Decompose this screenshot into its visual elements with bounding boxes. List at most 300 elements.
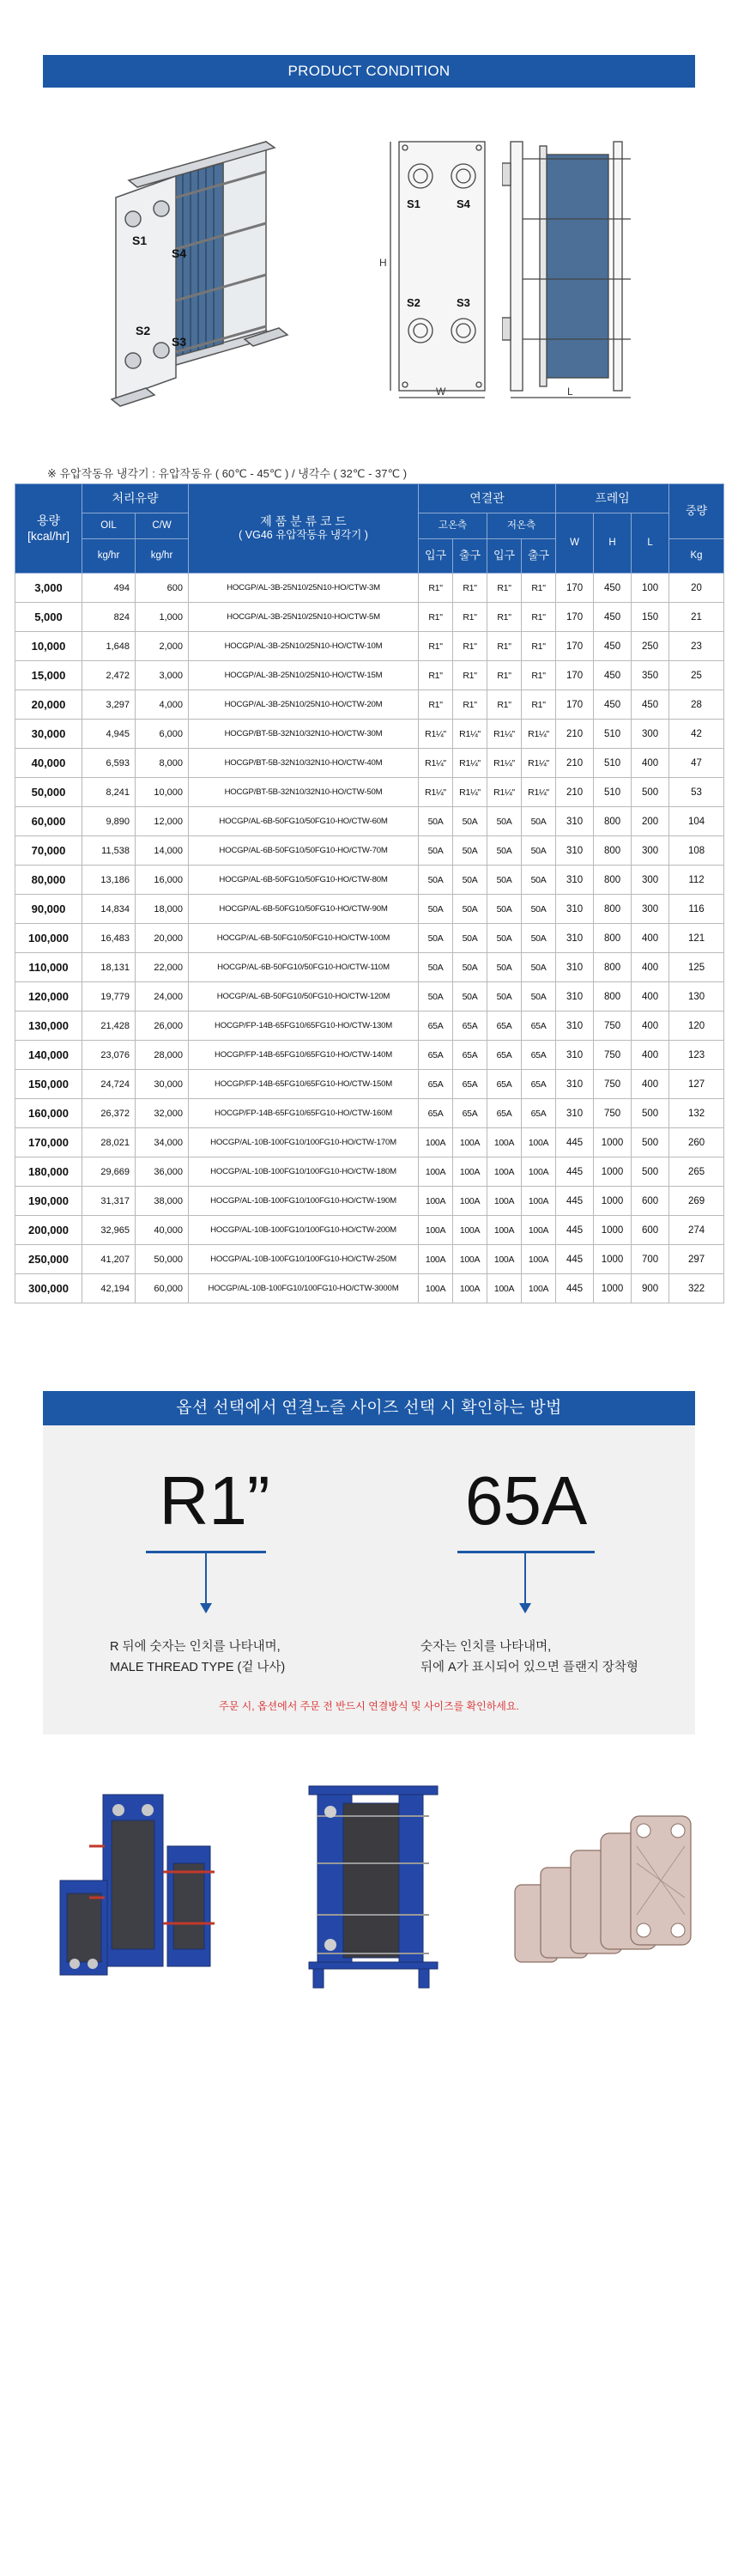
- low-outlet-cell: R1": [522, 603, 556, 632]
- frame-l-cell: 200: [632, 807, 669, 836]
- high-outlet-cell: 100A: [453, 1245, 487, 1274]
- high-inlet-cell: R1": [419, 632, 453, 661]
- capacity-cell: 180,000: [15, 1157, 82, 1187]
- low-side-header: 저온측: [487, 513, 556, 539]
- product-code-cell: HOCGP/AL-10B-100FG10/100FG10-HO/CTW-200M: [189, 1216, 419, 1245]
- high-inlet-cell: 50A: [419, 924, 453, 953]
- high-inlet-cell: 65A: [419, 1012, 453, 1041]
- frame-w-cell: 210: [556, 778, 594, 807]
- high-inlet-cell: 50A: [419, 895, 453, 924]
- low-outlet-cell: 50A: [522, 982, 556, 1012]
- capacity-cell: 70,000: [15, 836, 82, 866]
- frame-l-cell: 700: [632, 1245, 669, 1274]
- frame-l-cell: 500: [632, 1128, 669, 1157]
- port-label-s1: S1: [132, 234, 148, 247]
- spec-row: [15, 1128, 724, 1157]
- low-inlet-cell: 100A: [487, 1128, 522, 1157]
- oil-unit-header: kg/hr: [82, 539, 136, 574]
- high-outlet-cell: R1¼": [453, 720, 487, 749]
- low-outlet-cell: 65A: [522, 1070, 556, 1099]
- frame-w-cell: 445: [556, 1157, 594, 1187]
- capacity-label: 용량: [36, 513, 61, 527]
- high-outlet-cell: 50A: [453, 953, 487, 982]
- oil-flow-cell: 32,965: [82, 1216, 136, 1245]
- cw-unit-header: kg/hr: [136, 539, 189, 574]
- low-inlet-cell: 100A: [487, 1157, 522, 1187]
- frame-h-cell: 1000: [594, 1274, 632, 1303]
- low-outlet-cell: 100A: [522, 1216, 556, 1245]
- oil-flow-cell: 4,945: [82, 720, 136, 749]
- frame-l-cell: 400: [632, 749, 669, 778]
- frame-w-cell: 170: [556, 661, 594, 690]
- oil-flow-cell: 19,779: [82, 982, 136, 1012]
- frame-w-cell: 445: [556, 1128, 594, 1157]
- weight-cell: 322: [669, 1274, 724, 1303]
- weight-cell: 112: [669, 866, 724, 895]
- low-inlet-cell: 65A: [487, 1099, 522, 1128]
- high-outlet-cell: 100A: [453, 1187, 487, 1216]
- low-inlet-cell: 100A: [487, 1245, 522, 1274]
- frame-l-cell: 400: [632, 1041, 669, 1070]
- weight-cell: 120: [669, 1012, 724, 1041]
- frame-w-cell: 310: [556, 1012, 594, 1041]
- frame-l-cell: 300: [632, 836, 669, 866]
- frame-l-cell: 300: [632, 866, 669, 895]
- product-code-cell: HOCGP/AL-6B-50FG10/50FG10-HO/CTW-80M: [189, 866, 419, 895]
- capacity-cell: 190,000: [15, 1187, 82, 1216]
- oil-flow-cell: 24,724: [82, 1070, 136, 1099]
- weight-cell: 108: [669, 836, 724, 866]
- weight-cell: 53: [669, 778, 724, 807]
- frame-h-label: H: [608, 538, 616, 549]
- high-outlet-cell: 50A: [453, 982, 487, 1012]
- low-outlet-cell: 50A: [522, 836, 556, 866]
- port-label-s2: S2: [136, 324, 151, 337]
- spec-row: [15, 690, 724, 720]
- high-inlet-cell: 65A: [419, 1041, 453, 1070]
- oil-flow-cell: 18,131: [82, 953, 136, 982]
- spec-row: [15, 1245, 724, 1274]
- frame-w-cell: 170: [556, 632, 594, 661]
- oil-flow-cell: 494: [82, 574, 136, 603]
- oil-flow-cell: 8,241: [82, 778, 136, 807]
- cw-flow-cell: 22,000: [136, 953, 189, 982]
- exchanger-single-photo: [292, 1777, 446, 1992]
- frame-l-label: L: [647, 538, 653, 549]
- dimension-h-label: H: [379, 257, 387, 269]
- frame-w-cell: 170: [556, 574, 594, 603]
- product-code-cell: HOCGP/AL-3B-25N10/25N10-HO/CTW-20M: [189, 690, 419, 720]
- frame-w-cell: 310: [556, 866, 594, 895]
- high-inlet-cell: 100A: [419, 1187, 453, 1216]
- cw-flow-cell: 50,000: [136, 1245, 189, 1274]
- spec-row: [15, 1187, 724, 1216]
- low-outlet-cell: R1¼": [522, 778, 556, 807]
- high-outlet-cell: 100A: [453, 1274, 487, 1303]
- product-code-cell: HOCGP/AL-6B-50FG10/50FG10-HO/CTW-90M: [189, 895, 419, 924]
- frame-w-header: [556, 513, 594, 574]
- product-code-cell: HOCGP/AL-3B-25N10/25N10-HO/CTW-5M: [189, 603, 419, 632]
- cw-flow-cell: 3,000: [136, 661, 189, 690]
- high-inlet-cell: 65A: [419, 1099, 453, 1128]
- frame-h-cell: 750: [594, 1041, 632, 1070]
- weight-cell: 274: [669, 1216, 724, 1245]
- capacity-cell: 150,000: [15, 1070, 82, 1099]
- oil-flow-cell: 28,021: [82, 1128, 136, 1157]
- high-inlet-cell: 100A: [419, 1274, 453, 1303]
- high-outlet-cell: 50A: [453, 807, 487, 836]
- weight-cell: 104: [669, 807, 724, 836]
- product-code-header: [189, 484, 419, 574]
- product-code-cell: HOCGP/AL-3B-25N10/25N10-HO/CTW-15M: [189, 661, 419, 690]
- spec-row: [15, 603, 724, 632]
- product-code-cell: HOCGP/FP-14B-65FG10/65FG10-HO/CTW-140M: [189, 1041, 419, 1070]
- frame-w-cell: 310: [556, 895, 594, 924]
- high-outlet-cell: R1": [453, 574, 487, 603]
- low-outlet-cell: R1¼": [522, 749, 556, 778]
- frame-l-cell: 500: [632, 778, 669, 807]
- frame-l-cell: 350: [632, 661, 669, 690]
- order-warning: 주문 시, 옵션에서 주문 전 반드시 연결방식 및 사이즈를 확인하세요.: [219, 1700, 519, 1712]
- low-inlet-header: 입구: [487, 539, 522, 574]
- cw-flow-cell: 28,000: [136, 1041, 189, 1070]
- spec-row: [15, 632, 724, 661]
- weight-unit-header: Kg: [669, 539, 724, 574]
- heat-exchanger-front-diagram: [378, 137, 506, 404]
- frame-h-cell: 1000: [594, 1187, 632, 1216]
- low-outlet-cell: R1¼": [522, 720, 556, 749]
- low-outlet-cell: 50A: [522, 895, 556, 924]
- frame-w-cell: 445: [556, 1187, 594, 1216]
- low-inlet-cell: R1¼": [487, 749, 522, 778]
- spec-row: [15, 895, 724, 924]
- spec-row: [15, 1041, 724, 1070]
- cw-flow-cell: 18,000: [136, 895, 189, 924]
- cw-flow-cell: 24,000: [136, 982, 189, 1012]
- capacity-cell: 160,000: [15, 1099, 82, 1128]
- cw-flow-cell: 26,000: [136, 1012, 189, 1041]
- high-outlet-cell: 50A: [453, 836, 487, 866]
- heat-exchanger-side-diagram: [502, 137, 639, 404]
- product-code-cell: HOCGP/AL-10B-100FG10/100FG10-HO/CTW-250M: [189, 1245, 419, 1274]
- spec-row: [15, 574, 724, 603]
- high-inlet-cell: R1": [419, 574, 453, 603]
- high-inlet-cell: 50A: [419, 866, 453, 895]
- cw-flow-cell: 600: [136, 574, 189, 603]
- high-outlet-cell: 50A: [453, 924, 487, 953]
- frame-w-cell: 310: [556, 836, 594, 866]
- low-outlet-cell: 50A: [522, 866, 556, 895]
- cw-flow-cell: 40,000: [136, 1216, 189, 1245]
- high-inlet-cell: R1": [419, 661, 453, 690]
- spec-row: [15, 1216, 724, 1245]
- low-inlet-cell: 50A: [487, 924, 522, 953]
- oil-flow-cell: 29,669: [82, 1157, 136, 1187]
- product-code-cell: HOCGP/FP-14B-65FG10/65FG10-HO/CTW-150M: [189, 1070, 419, 1099]
- frame-w-cell: 310: [556, 953, 594, 982]
- high-inlet-cell: 50A: [419, 807, 453, 836]
- weight-cell: 21: [669, 603, 724, 632]
- high-outlet-cell: 65A: [453, 1070, 487, 1099]
- product-condition-title: PRODUCT CONDITION: [287, 63, 451, 79]
- high-outlet-cell: R1¼": [453, 749, 487, 778]
- low-outlet-cell: 100A: [522, 1274, 556, 1303]
- capacity-cell: 300,000: [15, 1274, 82, 1303]
- flow-header: 처리유량: [82, 484, 189, 513]
- low-inlet-cell: 100A: [487, 1274, 522, 1303]
- spec-row: [15, 1157, 724, 1187]
- frame-w-cell: 310: [556, 807, 594, 836]
- frame-h-cell: 450: [594, 574, 632, 603]
- product-code-cell: HOCGP/AL-3B-25N10/25N10-HO/CTW-10M: [189, 632, 419, 661]
- product-code-cell: HOCGP/AL-6B-50FG10/50FG10-HO/CTW-70M: [189, 836, 419, 866]
- front-port-s1: S1: [407, 197, 420, 210]
- condition-note: ※ 유압작동유 냉각기 : 유압작동유 ( 60℃ - 45℃ ) / 냉각수 ( 32℃ - 37℃ ): [47, 467, 408, 480]
- cw-flow-cell: 60,000: [136, 1274, 189, 1303]
- weight-cell: 23: [669, 632, 724, 661]
- oil-flow-cell: 42,194: [82, 1274, 136, 1303]
- frame-h-cell: 800: [594, 836, 632, 866]
- low-outlet-cell: R1": [522, 574, 556, 603]
- frame-l-header: [632, 513, 669, 574]
- flange-explanation-line1: 숫자는 인치를 나타내며,: [420, 1640, 552, 1654]
- high-inlet-cell: 50A: [419, 982, 453, 1012]
- cw-header: C/W: [136, 513, 189, 539]
- frame-h-cell: 800: [594, 953, 632, 982]
- frame-w-cell: 310: [556, 982, 594, 1012]
- flange-explanation: [420, 1637, 638, 1678]
- low-outlet-cell: 50A: [522, 953, 556, 982]
- low-inlet-cell: R1": [487, 574, 522, 603]
- frame-h-cell: 750: [594, 1070, 632, 1099]
- frame-w-cell: 310: [556, 1099, 594, 1128]
- spec-row: [15, 661, 724, 690]
- frame-h-cell: 1000: [594, 1157, 632, 1187]
- oil-flow-cell: 41,207: [82, 1245, 136, 1274]
- oil-flow-cell: 16,483: [82, 924, 136, 953]
- high-inlet-cell: R1": [419, 690, 453, 720]
- low-outlet-cell: 65A: [522, 1041, 556, 1070]
- frame-h-cell: 510: [594, 720, 632, 749]
- port-label-s3: S3: [172, 335, 187, 349]
- frame-l-cell: 100: [632, 574, 669, 603]
- frame-h-cell: 800: [594, 895, 632, 924]
- heat-exchanger-isometric-diagram: [94, 129, 326, 421]
- high-outlet-cell: R1": [453, 690, 487, 720]
- capacity-cell: 10,000: [15, 632, 82, 661]
- cw-flow-cell: 32,000: [136, 1099, 189, 1128]
- port-label-s4: S4: [172, 246, 187, 260]
- frame-h-cell: 510: [594, 778, 632, 807]
- product-code-cell: HOCGP/AL-3B-25N10/25N10-HO/CTW-3M: [189, 574, 419, 603]
- low-outlet-cell: R1": [522, 632, 556, 661]
- cw-flow-cell: 16,000: [136, 866, 189, 895]
- low-inlet-cell: R1": [487, 661, 522, 690]
- frame-h-cell: 800: [594, 982, 632, 1012]
- high-inlet-cell: 100A: [419, 1216, 453, 1245]
- connection-header: 연결관: [419, 484, 556, 513]
- high-outlet-cell: 100A: [453, 1157, 487, 1187]
- weight-cell: 116: [669, 895, 724, 924]
- weight-cell: 125: [669, 953, 724, 982]
- frame-w-cell: 310: [556, 1041, 594, 1070]
- cw-flow-cell: 6,000: [136, 720, 189, 749]
- oil-flow-cell: 3,297: [82, 690, 136, 720]
- frame-h-cell: 800: [594, 807, 632, 836]
- frame-l-cell: 400: [632, 953, 669, 982]
- capacity-cell: 5,000: [15, 603, 82, 632]
- dimension-l-label: L: [567, 386, 573, 398]
- weight-cell: 127: [669, 1070, 724, 1099]
- frame-l-cell: 600: [632, 1216, 669, 1245]
- oil-flow-cell: 824: [82, 603, 136, 632]
- weight-header: 중량: [669, 484, 724, 539]
- weight-cell: 265: [669, 1157, 724, 1187]
- thread-explanation-line2: MALE THREAD TYPE (겉 나사): [110, 1661, 286, 1674]
- low-inlet-cell: 50A: [487, 807, 522, 836]
- spec-row: [15, 866, 724, 895]
- frame-l-cell: 450: [632, 690, 669, 720]
- frame-h-cell: 450: [594, 603, 632, 632]
- frame-h-cell: 450: [594, 690, 632, 720]
- oil-flow-cell: 31,317: [82, 1187, 136, 1216]
- capacity-cell: 110,000: [15, 953, 82, 982]
- low-inlet-cell: R1¼": [487, 778, 522, 807]
- oil-flow-cell: 23,076: [82, 1041, 136, 1070]
- frame-h-header: [594, 513, 632, 574]
- low-inlet-cell: R1": [487, 690, 522, 720]
- capacity-cell: 30,000: [15, 720, 82, 749]
- frame-h-cell: 750: [594, 1099, 632, 1128]
- low-outlet-cell: 100A: [522, 1157, 556, 1187]
- high-inlet-cell: R1¼": [419, 778, 453, 807]
- frame-h-cell: 1000: [594, 1245, 632, 1274]
- oil-flow-cell: 11,538: [82, 836, 136, 866]
- flange-code-underline: [457, 1551, 595, 1553]
- cw-flow-cell: 36,000: [136, 1157, 189, 1187]
- exchanger-group-photo: [51, 1786, 240, 1984]
- cw-flow-cell: 34,000: [136, 1128, 189, 1157]
- capacity-cell: 60,000: [15, 807, 82, 836]
- high-outlet-cell: R1": [453, 632, 487, 661]
- product-code-cell: HOCGP/FP-14B-65FG10/65FG10-HO/CTW-160M: [189, 1099, 419, 1128]
- frame-h-cell: 1000: [594, 1128, 632, 1157]
- spec-row: [15, 1070, 724, 1099]
- low-inlet-cell: 50A: [487, 866, 522, 895]
- low-outlet-cell: 50A: [522, 807, 556, 836]
- frame-l-cell: 900: [632, 1274, 669, 1303]
- weight-cell: 42: [669, 720, 724, 749]
- high-inlet-header: 입구: [419, 539, 453, 574]
- frame-h-cell: 1000: [594, 1216, 632, 1245]
- high-inlet-cell: R1": [419, 603, 453, 632]
- low-inlet-cell: 50A: [487, 836, 522, 866]
- capacity-cell: 40,000: [15, 749, 82, 778]
- spec-row: [15, 982, 724, 1012]
- spec-row: [15, 1274, 724, 1303]
- capacity-cell: 100,000: [15, 924, 82, 953]
- capacity-cell: 80,000: [15, 866, 82, 895]
- low-inlet-cell: R1": [487, 632, 522, 661]
- flange-code-example: 65A: [464, 1462, 588, 1539]
- low-outlet-cell: R1": [522, 690, 556, 720]
- product-code-cell: HOCGP/AL-6B-50FG10/50FG10-HO/CTW-120M: [189, 982, 419, 1012]
- cw-flow-cell: 4,000: [136, 690, 189, 720]
- weight-cell: 123: [669, 1041, 724, 1070]
- capacity-cell: 15,000: [15, 661, 82, 690]
- weight-cell: 269: [669, 1187, 724, 1216]
- high-outlet-cell: 50A: [453, 895, 487, 924]
- high-outlet-cell: 65A: [453, 1099, 487, 1128]
- high-outlet-cell: R1": [453, 661, 487, 690]
- high-outlet-cell: 65A: [453, 1012, 487, 1041]
- product-code-cell: HOCGP/FP-14B-65FG10/65FG10-HO/CTW-130M: [189, 1012, 419, 1041]
- front-port-s3: S3: [457, 296, 470, 309]
- capacity-cell: 50,000: [15, 778, 82, 807]
- capacity-cell: 120,000: [15, 982, 82, 1012]
- low-inlet-cell: 65A: [487, 1012, 522, 1041]
- frame-w-cell: 210: [556, 749, 594, 778]
- spec-row: [15, 807, 724, 836]
- oil-flow-cell: 6,593: [82, 749, 136, 778]
- low-inlet-cell: 100A: [487, 1216, 522, 1245]
- product-code-title: 제 품 분 류 코 드: [260, 513, 347, 528]
- capacity-cell: 130,000: [15, 1012, 82, 1041]
- high-inlet-cell: 50A: [419, 836, 453, 866]
- cw-flow-cell: 38,000: [136, 1187, 189, 1216]
- nozzle-guide-panel: [43, 1425, 695, 1735]
- low-inlet-cell: 65A: [487, 1041, 522, 1070]
- weight-cell: 130: [669, 982, 724, 1012]
- dimension-w-label: W: [436, 386, 446, 398]
- frame-w-cell: 170: [556, 603, 594, 632]
- low-outlet-cell: 50A: [522, 924, 556, 953]
- frame-l-cell: 250: [632, 632, 669, 661]
- capacity-cell: 20,000: [15, 690, 82, 720]
- product-code-cell: HOCGP/AL-6B-50FG10/50FG10-HO/CTW-60M: [189, 807, 419, 836]
- weight-cell: 132: [669, 1099, 724, 1128]
- product-code-cell: HOCGP/AL-10B-100FG10/100FG10-HO/CTW-3000M: [189, 1274, 419, 1303]
- frame-l-cell: 400: [632, 1070, 669, 1099]
- low-outlet-cell: 100A: [522, 1128, 556, 1157]
- frame-h-cell: 800: [594, 866, 632, 895]
- product-code-cell: HOCGP/AL-10B-100FG10/100FG10-HO/CTW-170M: [189, 1128, 419, 1157]
- cw-flow-cell: 30,000: [136, 1070, 189, 1099]
- capacity-cell: 200,000: [15, 1216, 82, 1245]
- thread-explanation-line1: R 뒤에 숫자는 인치를 나타내며,: [110, 1640, 281, 1654]
- product-code-cell: HOCGP/AL-6B-50FG10/50FG10-HO/CTW-100M: [189, 924, 419, 953]
- cw-flow-cell: 1,000: [136, 603, 189, 632]
- spec-row: [15, 953, 724, 982]
- low-inlet-cell: 50A: [487, 982, 522, 1012]
- capacity-cell: 140,000: [15, 1041, 82, 1070]
- high-outlet-header: 출구: [453, 539, 487, 574]
- front-port-s4: S4: [457, 197, 470, 210]
- high-outlet-cell: 65A: [453, 1041, 487, 1070]
- product-code-cell: HOCGP/AL-10B-100FG10/100FG10-HO/CTW-190M: [189, 1187, 419, 1216]
- oil-flow-cell: 13,186: [82, 866, 136, 895]
- frame-w-cell: 445: [556, 1274, 594, 1303]
- frame-l-cell: 300: [632, 895, 669, 924]
- frame-l-cell: 500: [632, 1157, 669, 1187]
- weight-cell: 25: [669, 661, 724, 690]
- product-code-cell: HOCGP/BT-5B-32N10/32N10-HO/CTW-30M: [189, 720, 419, 749]
- oil-flow-cell: 21,428: [82, 1012, 136, 1041]
- nozzle-guide-header: [43, 1391, 695, 1425]
- high-inlet-cell: R1¼": [419, 749, 453, 778]
- product-code-cell: HOCGP/BT-5B-32N10/32N10-HO/CTW-40M: [189, 749, 419, 778]
- product-code-cell: HOCGP/BT-5B-32N10/32N10-HO/CTW-50M: [189, 778, 419, 807]
